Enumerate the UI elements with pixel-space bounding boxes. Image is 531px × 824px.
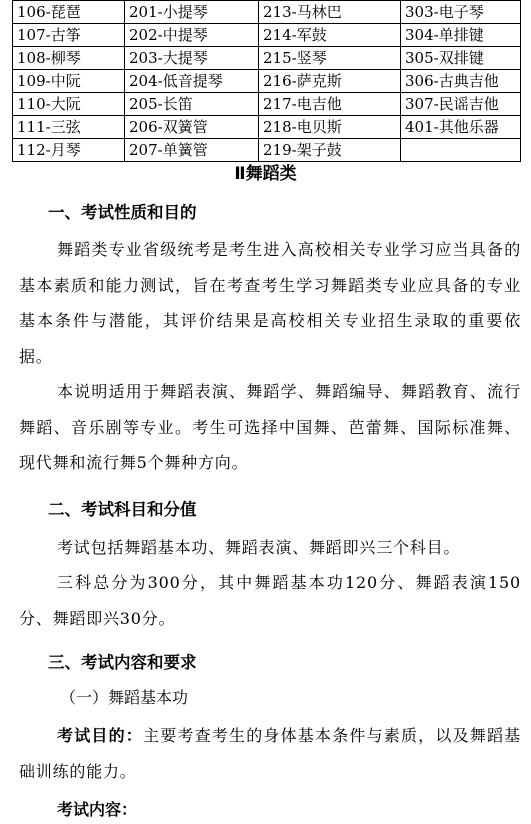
- table-row: [13, 70, 521, 93]
- table-cell: 214-军鼓: [259, 24, 401, 47]
- table-cell: 207-单簧管: [125, 139, 259, 162]
- table-cell: 305-双排键: [401, 47, 521, 70]
- table-cell: 106-琵琶: [13, 1, 125, 24]
- table-cell: 108-柳琴: [13, 47, 125, 70]
- table-cell: 204-低音提琴: [125, 70, 259, 93]
- table-cell: 306-古典吉他: [401, 70, 521, 93]
- subheading-dance-basics: （一）舞蹈基本功: [60, 688, 189, 707]
- paragraph-scope: 本说明适用于舞蹈表演、舞蹈学、舞蹈编导、舞蹈教育、流行舞蹈、音乐剧等专业。考生可选择中国舞、芭蕾舞、国际标准舞、现代舞和流行舞5个舞种方向。: [19, 382, 521, 472]
- table-cell: 216-萨克斯: [259, 70, 401, 93]
- table-cell: 213-马林巴: [259, 1, 401, 24]
- table-cell: 215-竖琴: [259, 47, 401, 70]
- label-exam-content: 考试内容：: [57, 800, 138, 819]
- heading-content-requirements: 三、考试内容和要求: [48, 653, 197, 672]
- paragraph-exam-objective: [19, 718, 521, 789]
- instrument-code-table: [12, 0, 521, 162]
- table-cell: 111-三弦: [13, 116, 125, 139]
- table-cell: 304-单排键: [401, 24, 521, 47]
- table-row: [13, 139, 521, 162]
- table-cell: 109-中阮: [13, 70, 125, 93]
- table-cell: 206-双簧管: [125, 116, 259, 139]
- table-cell: 203-大提琴: [125, 47, 259, 70]
- table-cell: 303-电子琴: [401, 1, 521, 24]
- table-cell: 201-小提琴: [125, 1, 259, 24]
- heading-exam-nature: 一、考试性质和目的: [48, 203, 197, 222]
- table-row: [13, 47, 521, 70]
- paragraph-scores: 三科总分为300分，其中舞蹈基本功120分、舞蹈表演150分、舞蹈即兴30分。: [19, 573, 521, 628]
- table-cell: 107-古筝: [13, 24, 125, 47]
- paragraph-subjects: 考试包括舞蹈基本功、舞蹈表演、舞蹈即兴三个科目。: [57, 538, 461, 557]
- table-cell: 202-中提琴: [125, 24, 259, 47]
- table-cell: 219-架子鼓: [259, 139, 401, 162]
- table-row: [13, 116, 521, 139]
- table-cell: 112-月琴: [13, 139, 125, 162]
- instrument-code-table-body: [13, 1, 521, 162]
- heading-subjects-scores: 二、考试科目和分值: [48, 500, 197, 519]
- paragraph-exam-purpose: 舞蹈类专业省级统考是考生进入高校相关专业学习应当具备的基本素质和能力测试，旨在考查考生学习舞蹈类专业应具备的专业基本条件与潜能，其评价结果是高校相关专业招生录取的重要依据。: [19, 240, 521, 366]
- table-cell: 307-民谣吉他: [401, 93, 521, 116]
- text-exam-objective: 主要考查考生的身体基本条件与素质，以及舞蹈基础训练的能力。: [19, 726, 521, 781]
- table-cell: 401-其他乐器: [401, 116, 521, 139]
- table-cell: [401, 139, 521, 162]
- section-title: Ⅱ舞蹈类: [234, 164, 297, 184]
- table-row: [13, 1, 521, 24]
- table-cell: 205-长笛: [125, 93, 259, 116]
- table-row: [13, 93, 521, 116]
- table-cell: 218-电贝斯: [259, 116, 401, 139]
- table-row: [13, 24, 521, 47]
- label-exam-objective: 考试目的：: [57, 726, 143, 745]
- table-cell: 110-大阮: [13, 93, 125, 116]
- table-cell: 217-电吉他: [259, 93, 401, 116]
